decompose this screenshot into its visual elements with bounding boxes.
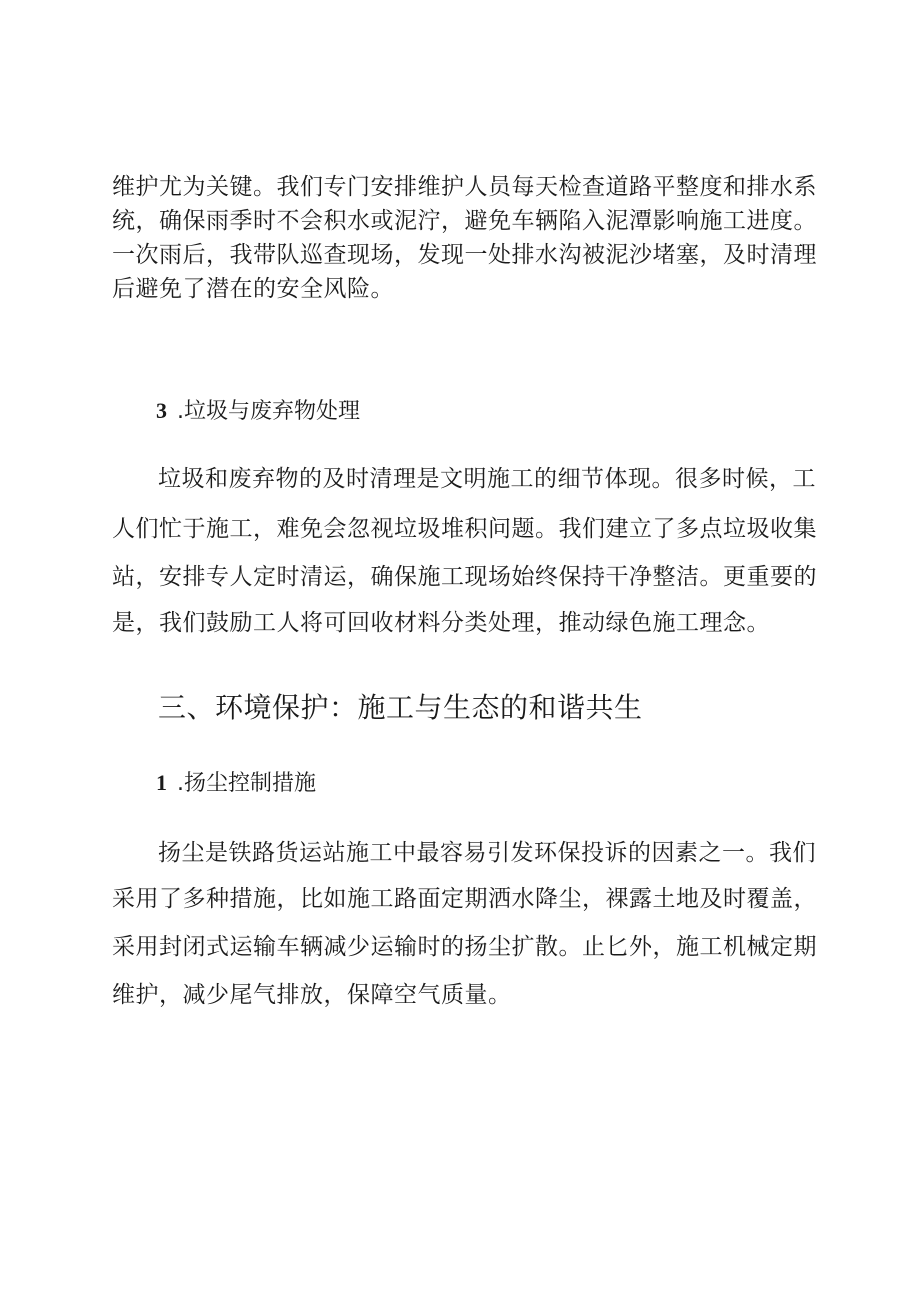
- paragraph-dust-line-3: 采用封闭式运输车辆减少运输时的扬尘扩散。止匕外，施工机械定期: [112, 934, 817, 960]
- subsection-title: .扬尘控制措施: [177, 771, 316, 796]
- paragraph-waste-line-4: 是，我们鼓励工人将可回收材料分类处理，推动绿色施工理念。: [112, 610, 770, 636]
- subsection-title: .垃圾与废弃物处理: [177, 399, 360, 424]
- paragraph-top-line-4: 后避免了潜在的安全风险。: [112, 276, 394, 302]
- paragraph-waste-line-3: 站，安排专人定时清运，确保施工现场始终保持干净整洁。更重要的: [112, 564, 817, 590]
- paragraph-top-line-2: 统，确保雨季时不会积水或泥泞，避免车辆陷入泥潭影响施工进度。: [112, 208, 817, 234]
- section-heading-environment: 三、环境保护：施工与生态的和谐共生: [158, 691, 643, 724]
- paragraph-waste-line-2: 人们忙于施工，难免会忽视垃圾堆积问题。我们建立了多点垃圾收集: [112, 516, 817, 542]
- paragraph-dust-line-4: 维护，减少尾气排放，保障空气质量。: [112, 982, 512, 1008]
- subsection-heading-waste: [156, 394, 360, 429]
- paragraph-top-line-3: 一次雨后，我带队巡查现场，发现一处排水沟被泥沙堵塞，及时清理: [112, 242, 817, 268]
- paragraph-waste-line-1: 垃圾和废弃物的及时清理是文明施工的细节体现。很多时候，工: [158, 466, 816, 492]
- subsection-heading-dust: [156, 766, 316, 801]
- subsection-number: 1: [156, 770, 167, 795]
- paragraph-dust-line-1: 扬尘是铁路货运站施工中最容易引发环保投诉的因素之一。我们: [158, 840, 816, 866]
- subsection-number: 3: [156, 398, 167, 423]
- paragraph-dust-line-2: 采用了多种措施，比如施工路面定期洒水降尘，裸露土地及时覆盖，: [112, 886, 817, 912]
- paragraph-top-line-1: 维护尤为关键。我们专门安排维护人员每天检查道路平整度和排水系: [112, 174, 817, 200]
